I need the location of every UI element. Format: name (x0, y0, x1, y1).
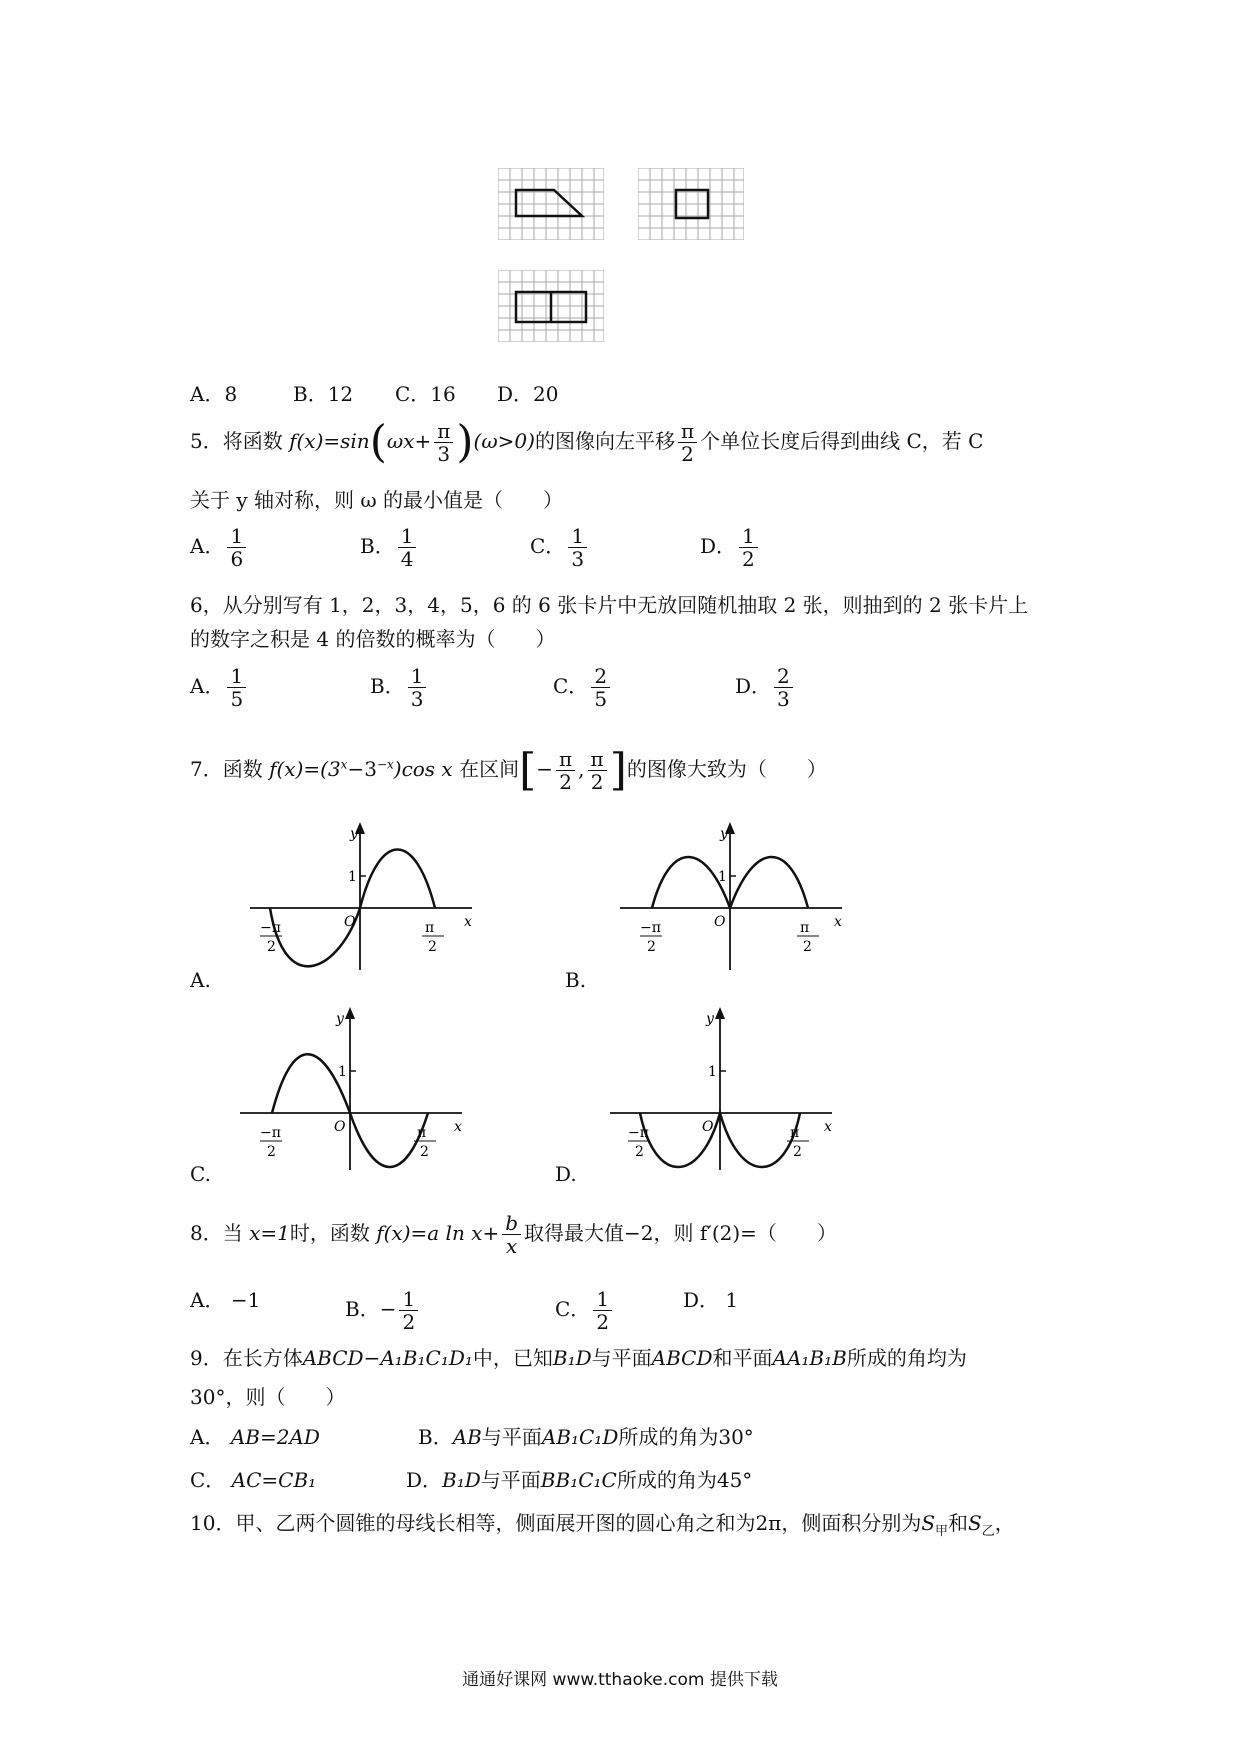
svg-text:π: π (425, 920, 435, 936)
q9-option-a: A． AB=2AD (190, 1425, 320, 1449)
q6-stem-line2: 的数字之积是 4 的倍数的概率为（ ） (190, 627, 556, 651)
q4-option-a: A．8 (190, 382, 238, 406)
svg-text:2: 2 (635, 1144, 644, 1160)
side-view-grid (638, 168, 744, 240)
q5-option-d: D． $\frac{1}{2}$ (700, 525, 761, 570)
svg-text:π: π (790, 1125, 800, 1141)
svg-text:2: 2 (267, 939, 276, 955)
q8-option-d: D． 1 (683, 1288, 739, 1312)
svg-text:O: O (334, 1119, 346, 1135)
svg-text:y: y (350, 826, 358, 842)
q8-option-c: C． $\frac{1}{2}$ (555, 1288, 615, 1333)
svg-text:1: 1 (708, 1064, 717, 1080)
svg-text:−π: −π (628, 1125, 649, 1141)
q5-pi-over-3: $\frac{\pi}{3}$ (434, 420, 453, 465)
svg-text:−π: −π (640, 920, 661, 936)
q8-option-b: B．− $\frac{1}{2}$ (345, 1288, 421, 1333)
svg-text:1: 1 (348, 869, 357, 885)
q8-option-a: A． −1 (190, 1288, 261, 1312)
svg-text:y: y (706, 1011, 714, 1027)
q5-stem-line2: 关于 y 轴对称，则 ω 的最小值是（ ） (190, 488, 564, 512)
q7-graph-c (230, 1005, 470, 1179)
svg-text:π: π (417, 1125, 427, 1141)
q6-stem-line1: 6，从分别写有 1，2，3，4，5，6 的 6 张卡片中无放回随机抽取 2 张，则抽到的 2 张卡片上 (190, 593, 1029, 617)
page-footer: 通通好课网 www.tthaoke.com 提供下载 (462, 1670, 778, 1690)
q5-option-a: A． $\frac{1}{6}$ (190, 525, 249, 570)
q5-pi-over-2: $\frac{\pi}{2}$ (678, 420, 697, 465)
svg-text:−π: −π (260, 920, 281, 936)
q6-option-b: B． $\frac{1}{3}$ (370, 665, 429, 710)
q9-stem-line2: 30°，则（ ） (190, 1385, 346, 1409)
svg-text:1: 1 (338, 1064, 347, 1080)
q9-option-d: D．B₁D与平面BB₁C₁C所成的角为45° (406, 1468, 753, 1492)
svg-text:2: 2 (420, 1144, 429, 1160)
q6-option-a: A． $\frac{1}{5}$ (190, 665, 249, 710)
svg-text:2: 2 (793, 1144, 802, 1160)
q4-option-c: C．16 (395, 382, 456, 406)
q7-graph-a-label: A. (190, 968, 211, 992)
svg-text:y: y (720, 826, 728, 842)
svg-text:x: x (454, 1119, 462, 1135)
top-view-grid (498, 270, 604, 342)
svg-text:2: 2 (803, 939, 812, 955)
q4-option-d: D．20 (497, 382, 559, 406)
svg-text:π: π (800, 920, 810, 936)
svg-text:1: 1 (718, 869, 727, 885)
q5-option-b: B． $\frac{1}{4}$ (360, 525, 419, 570)
q9-stem-line1: 9．在长方体ABCD−A₁B₁C₁D₁中，已知B₁D与平面ABCD和平面AA₁B₁B所成的角均为 (190, 1346, 967, 1370)
q7-stem: 7．函数 $f(x)=(3^x-3^{-x})\cos$ x 在区间[− $\frac{\pi}{2}$ , $\frac{\pi}{2}$ ]的图像大致为（ ） (190, 744, 827, 796)
q7-graph-d-label: D. (555, 1162, 577, 1186)
q7-graph-b (610, 820, 850, 984)
svg-text:x: x (464, 914, 472, 930)
q6-option-d: D． $\frac{2}{3}$ (735, 665, 796, 710)
front-view-grid (498, 168, 604, 240)
svg-text:O: O (702, 1119, 714, 1135)
svg-text:O: O (344, 914, 356, 930)
q5-option-c: C． $\frac{1}{3}$ (530, 525, 590, 570)
svg-text:y: y (336, 1011, 344, 1027)
q6-option-c: C． $\frac{2}{5}$ (553, 665, 613, 710)
q9-option-b: B．AB与平面AB₁C₁D所成的角为30° (418, 1425, 754, 1449)
q4-option-b: B．12 (293, 382, 354, 406)
svg-text:2: 2 (428, 939, 437, 955)
q10-stem: 10．甲、乙两个圆锥的母线长相等，侧面展开图的圆心角之和为2π，侧面积分别为$S_甲$和$S_乙$， (190, 1511, 1015, 1539)
svg-text:x: x (834, 914, 842, 930)
svg-text:O: O (714, 914, 726, 930)
q7-graph-d (600, 1005, 840, 1179)
svg-text:2: 2 (647, 939, 656, 955)
q9-option-c: C． AC=CB₁ (190, 1468, 317, 1492)
q5-stem-line1: 5．将函数 f(x)=sin(ωx+ $\frac{\pi}{3}$ )(ω>0)的图像向左平移 $\frac{\pi}{2}$ 个单位长度后得到曲线 C，若 C (190, 416, 984, 468)
svg-text:x: x (824, 1119, 832, 1135)
svg-text:2: 2 (267, 1144, 276, 1160)
q7-graph-c-label: C. (190, 1162, 211, 1186)
svg-text:−π: −π (260, 1125, 281, 1141)
q7-graph-b-label: B. (565, 968, 587, 992)
q8-stem: 8．当 x=1时，函数 f(x)=a ln x+ $\frac{b}{x}$ 取得最大值−2，则 f′(2)=（ ） (190, 1211, 837, 1258)
q7-graph-a (240, 820, 480, 984)
